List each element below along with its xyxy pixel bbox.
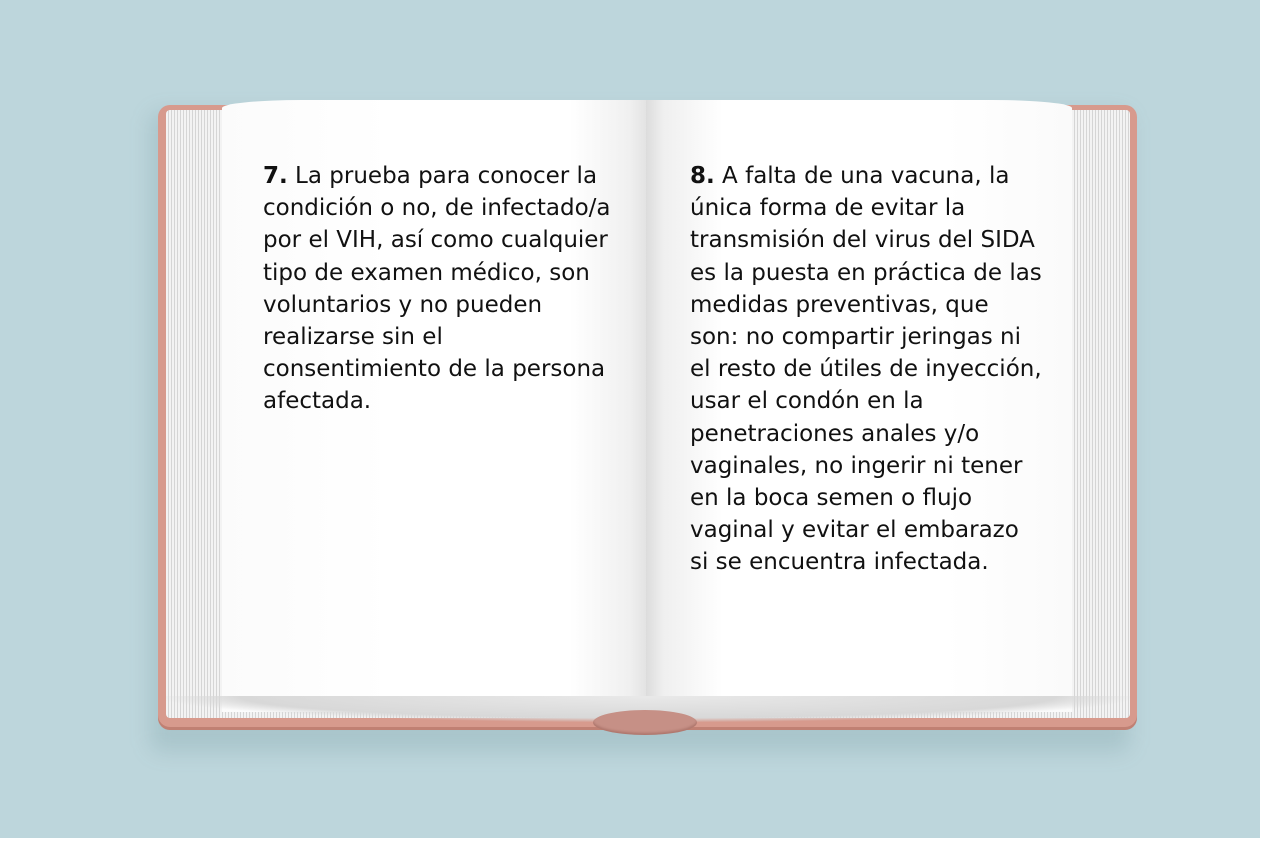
left-page-text <box>263 160 623 418</box>
right-page-body: A falta de una vacuna, la única forma de evitar la transmisión del virus del SIDA es la puesta en práctica de las medidas preventivas, que son: no compartir jeringas ni el resto de útiles de inyección, usar el condón en la penetraciones anales y/o vaginales, no ingerir ni tener en la boca semen o flujo vaginal y evitar el embarazo si se encuentra infectada. <box>690 163 1042 576</box>
right-page-text <box>690 160 1042 579</box>
book-spine <box>593 710 697 735</box>
right-page-number: 8. <box>690 163 715 189</box>
left-page-body: La prueba para conocer la condición o no, de infectado/a por el VIH, así como cualquier tipo de examen médico, son voluntarios y no pueden realizarse sin el consentimiento de la persona afectada. <box>263 163 611 415</box>
left-page-number: 7. <box>263 163 288 189</box>
